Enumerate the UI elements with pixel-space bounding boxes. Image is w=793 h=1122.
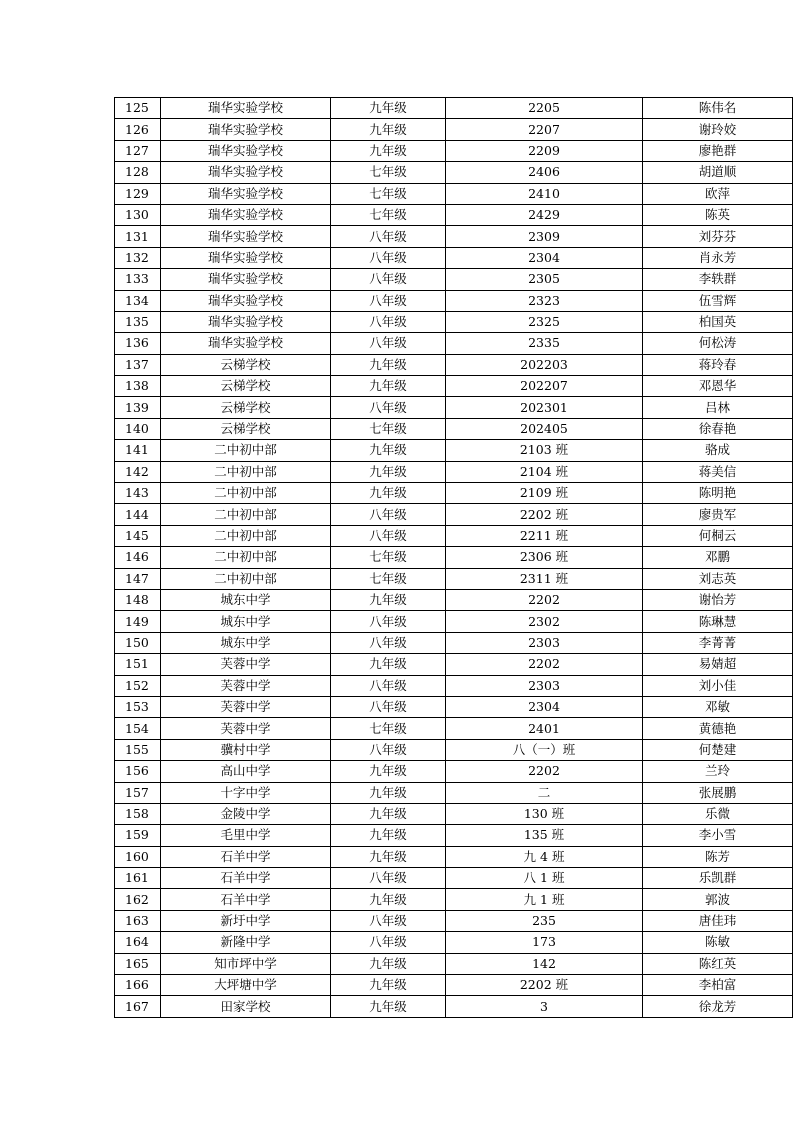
teacher-name-cell: 谢玲姣: [643, 119, 793, 140]
table-row: [115, 162, 793, 183]
teacher-name-cell: 徐龙芳: [643, 996, 793, 1017]
row-number-cell: 136: [115, 333, 161, 354]
grade-cell: 八年级: [331, 868, 446, 889]
teacher-name-cell: 陈琳慧: [643, 611, 793, 632]
class-cell: 2302: [446, 611, 643, 632]
school-cell: 十字中学: [161, 782, 331, 803]
teacher-name-cell: 谢怡芳: [643, 589, 793, 610]
grade-cell: 八年级: [331, 397, 446, 418]
teacher-name-cell: 刘芬芬: [643, 226, 793, 247]
grade-cell: 九年级: [331, 953, 446, 974]
class-cell: 235: [446, 910, 643, 931]
row-number-cell: 155: [115, 739, 161, 760]
school-cell: 田家学校: [161, 996, 331, 1017]
grade-cell: 九年级: [331, 803, 446, 824]
grade-cell: 八年级: [331, 504, 446, 525]
class-cell: 173: [446, 932, 643, 953]
table-row: [115, 483, 793, 504]
row-number-cell: 160: [115, 846, 161, 867]
table-row: [115, 183, 793, 204]
row-number-cell: 140: [115, 418, 161, 439]
teacher-name-cell: 刘小佳: [643, 675, 793, 696]
row-number-cell: 158: [115, 803, 161, 824]
table-row: [115, 611, 793, 632]
table-row: [115, 910, 793, 931]
row-number-cell: 132: [115, 247, 161, 268]
school-cell: 城东中学: [161, 589, 331, 610]
row-number-cell: 151: [115, 654, 161, 675]
table-row: [115, 140, 793, 161]
class-cell: 八 1 班: [446, 868, 643, 889]
teacher-name-cell: 郭波: [643, 889, 793, 910]
teacher-name-cell: 李小雪: [643, 825, 793, 846]
teacher-name-cell: 乐微: [643, 803, 793, 824]
roster-table-body: [115, 98, 793, 1018]
school-cell: 骥村中学: [161, 739, 331, 760]
class-cell: 2103 班: [446, 440, 643, 461]
class-cell: 2304: [446, 696, 643, 717]
teacher-name-cell: 陈明艳: [643, 483, 793, 504]
grade-cell: 八年级: [331, 932, 446, 953]
school-cell: 瑞华实验学校: [161, 204, 331, 225]
row-number-cell: 163: [115, 910, 161, 931]
class-cell: 2335: [446, 333, 643, 354]
school-cell: 二中初中部: [161, 461, 331, 482]
class-cell: 2303: [446, 632, 643, 653]
teacher-name-cell: 易婧超: [643, 654, 793, 675]
grade-cell: 七年级: [331, 204, 446, 225]
school-cell: 芙蓉中学: [161, 718, 331, 739]
class-cell: 2209: [446, 140, 643, 161]
school-cell: 瑞华实验学校: [161, 183, 331, 204]
class-cell: 2305: [446, 269, 643, 290]
class-cell: 2304: [446, 247, 643, 268]
class-cell: 202301: [446, 397, 643, 418]
teacher-name-cell: 陈红英: [643, 953, 793, 974]
row-number-cell: 127: [115, 140, 161, 161]
grade-cell: 九年级: [331, 975, 446, 996]
teacher-name-cell: 柏国英: [643, 311, 793, 332]
class-cell: 3: [446, 996, 643, 1017]
class-cell: 2202: [446, 589, 643, 610]
grade-cell: 八年级: [331, 333, 446, 354]
class-cell: 二: [446, 782, 643, 803]
grade-cell: 八年级: [331, 910, 446, 931]
table-row: [115, 568, 793, 589]
grade-cell: 九年级: [331, 589, 446, 610]
teacher-name-cell: 张展鹏: [643, 782, 793, 803]
teacher-name-cell: 胡道顺: [643, 162, 793, 183]
class-cell: 2202: [446, 654, 643, 675]
row-number-cell: 148: [115, 589, 161, 610]
grade-cell: 九年级: [331, 440, 446, 461]
teacher-name-cell: 何桐云: [643, 525, 793, 546]
teacher-name-cell: 肖永芳: [643, 247, 793, 268]
school-cell: 芙蓉中学: [161, 696, 331, 717]
teacher-name-cell: 刘志英: [643, 568, 793, 589]
grade-cell: 九年级: [331, 761, 446, 782]
teacher-name-cell: 廖艳群: [643, 140, 793, 161]
class-cell: 八（一）班: [446, 739, 643, 760]
teacher-name-cell: 陈伟名: [643, 98, 793, 119]
grade-cell: 八年级: [331, 696, 446, 717]
class-cell: 2202: [446, 761, 643, 782]
school-cell: 瑞华实验学校: [161, 162, 331, 183]
table-row: [115, 825, 793, 846]
school-cell: 芙蓉中学: [161, 654, 331, 675]
row-number-cell: 156: [115, 761, 161, 782]
row-number-cell: 142: [115, 461, 161, 482]
class-cell: 2205: [446, 98, 643, 119]
school-cell: 新隆中学: [161, 932, 331, 953]
teacher-name-cell: 黄德艳: [643, 718, 793, 739]
school-cell: 二中初中部: [161, 547, 331, 568]
table-row: [115, 311, 793, 332]
row-number-cell: 137: [115, 354, 161, 375]
teacher-name-cell: 李柏富: [643, 975, 793, 996]
row-number-cell: 131: [115, 226, 161, 247]
row-number-cell: 159: [115, 825, 161, 846]
school-cell: 瑞华实验学校: [161, 311, 331, 332]
row-number-cell: 165: [115, 953, 161, 974]
grade-cell: 七年级: [331, 718, 446, 739]
table-row: [115, 547, 793, 568]
table-row: [115, 376, 793, 397]
row-number-cell: 144: [115, 504, 161, 525]
row-number-cell: 134: [115, 290, 161, 311]
teacher-name-cell: 蒋玲春: [643, 354, 793, 375]
teacher-name-cell: 廖贵军: [643, 504, 793, 525]
table-row: [115, 675, 793, 696]
teacher-name-cell: 邓恩华: [643, 376, 793, 397]
teacher-name-cell: 李菁菁: [643, 632, 793, 653]
grade-cell: 九年级: [331, 119, 446, 140]
table-row: [115, 226, 793, 247]
table-row: [115, 889, 793, 910]
class-cell: 202203: [446, 354, 643, 375]
school-cell: 石羊中学: [161, 868, 331, 889]
table-row: [115, 269, 793, 290]
class-cell: 202405: [446, 418, 643, 439]
grade-cell: 八年级: [331, 247, 446, 268]
row-number-cell: 146: [115, 547, 161, 568]
row-number-cell: 126: [115, 119, 161, 140]
row-number-cell: 130: [115, 204, 161, 225]
row-number-cell: 147: [115, 568, 161, 589]
grade-cell: 八年级: [331, 226, 446, 247]
table-row: [115, 504, 793, 525]
row-number-cell: 167: [115, 996, 161, 1017]
class-cell: 九 1 班: [446, 889, 643, 910]
class-cell: 2211 班: [446, 525, 643, 546]
class-cell: 130 班: [446, 803, 643, 824]
school-cell: 云梯学校: [161, 376, 331, 397]
class-cell: 2104 班: [446, 461, 643, 482]
school-cell: 云梯学校: [161, 418, 331, 439]
class-cell: 2429: [446, 204, 643, 225]
table-row: [115, 782, 793, 803]
row-number-cell: 154: [115, 718, 161, 739]
school-cell: 瑞华实验学校: [161, 119, 331, 140]
school-cell: 芙蓉中学: [161, 675, 331, 696]
row-number-cell: 164: [115, 932, 161, 953]
row-number-cell: 135: [115, 311, 161, 332]
table-row: [115, 739, 793, 760]
table-row: [115, 975, 793, 996]
school-cell: 新圩中学: [161, 910, 331, 931]
teacher-name-cell: 徐春艳: [643, 418, 793, 439]
class-cell: 2401: [446, 718, 643, 739]
table-row: [115, 761, 793, 782]
table-row: [115, 996, 793, 1017]
table-row: [115, 461, 793, 482]
class-cell: 135 班: [446, 825, 643, 846]
row-number-cell: 150: [115, 632, 161, 653]
school-cell: 瑞华实验学校: [161, 140, 331, 161]
teacher-name-cell: 陈英: [643, 204, 793, 225]
row-number-cell: 139: [115, 397, 161, 418]
school-cell: 瑞华实验学校: [161, 269, 331, 290]
grade-cell: 八年级: [331, 739, 446, 760]
row-number-cell: 125: [115, 98, 161, 119]
table-row: [115, 932, 793, 953]
school-cell: 瑞华实验学校: [161, 226, 331, 247]
teacher-name-cell: 邓鹏: [643, 547, 793, 568]
school-cell: 云梯学校: [161, 354, 331, 375]
teacher-name-cell: 吕林: [643, 397, 793, 418]
grade-cell: 九年级: [331, 889, 446, 910]
class-cell: 2311 班: [446, 568, 643, 589]
school-cell: 二中初中部: [161, 504, 331, 525]
table-row: [115, 589, 793, 610]
table-row: [115, 718, 793, 739]
class-cell: 2306 班: [446, 547, 643, 568]
table-row: [115, 119, 793, 140]
grade-cell: 九年级: [331, 996, 446, 1017]
table-row: [115, 953, 793, 974]
school-cell: 二中初中部: [161, 568, 331, 589]
table-row: [115, 247, 793, 268]
table-row: [115, 632, 793, 653]
row-number-cell: 138: [115, 376, 161, 397]
grade-cell: 九年级: [331, 483, 446, 504]
school-cell: 知市坪中学: [161, 953, 331, 974]
grade-cell: 九年级: [331, 354, 446, 375]
teacher-name-cell: 伍雪辉: [643, 290, 793, 311]
table-row: [115, 333, 793, 354]
table-row: [115, 440, 793, 461]
school-cell: 金陵中学: [161, 803, 331, 824]
grade-cell: 七年级: [331, 547, 446, 568]
teacher-name-cell: 乐凯群: [643, 868, 793, 889]
row-number-cell: 129: [115, 183, 161, 204]
school-cell: 石羊中学: [161, 846, 331, 867]
teacher-name-cell: 何松涛: [643, 333, 793, 354]
class-cell: 2207: [446, 119, 643, 140]
class-cell: 2202 班: [446, 504, 643, 525]
school-cell: 城东中学: [161, 632, 331, 653]
row-number-cell: 145: [115, 525, 161, 546]
grade-cell: 九年级: [331, 461, 446, 482]
grade-cell: 七年级: [331, 418, 446, 439]
row-number-cell: 143: [115, 483, 161, 504]
row-number-cell: 152: [115, 675, 161, 696]
row-number-cell: 153: [115, 696, 161, 717]
row-number-cell: 162: [115, 889, 161, 910]
table-row: [115, 846, 793, 867]
class-cell: 2325: [446, 311, 643, 332]
row-number-cell: 133: [115, 269, 161, 290]
teacher-name-cell: 李轶群: [643, 269, 793, 290]
grade-cell: 九年级: [331, 140, 446, 161]
class-cell: 九 4 班: [446, 846, 643, 867]
grade-cell: 八年级: [331, 632, 446, 653]
row-number-cell: 141: [115, 440, 161, 461]
school-cell: 石羊中学: [161, 889, 331, 910]
grade-cell: 八年级: [331, 525, 446, 546]
table-row: [115, 204, 793, 225]
grade-cell: 九年级: [331, 825, 446, 846]
class-cell: 2309: [446, 226, 643, 247]
table-row: [115, 654, 793, 675]
teacher-name-cell: 陈敏: [643, 932, 793, 953]
row-number-cell: 166: [115, 975, 161, 996]
row-number-cell: 161: [115, 868, 161, 889]
grade-cell: 九年级: [331, 98, 446, 119]
grade-cell: 九年级: [331, 376, 446, 397]
row-number-cell: 149: [115, 611, 161, 632]
school-cell: 二中初中部: [161, 525, 331, 546]
table-row: [115, 696, 793, 717]
grade-cell: 八年级: [331, 611, 446, 632]
teacher-name-cell: 兰玲: [643, 761, 793, 782]
school-cell: 瑞华实验学校: [161, 247, 331, 268]
teacher-name-cell: 邓敏: [643, 696, 793, 717]
grade-cell: 九年级: [331, 846, 446, 867]
school-cell: 城东中学: [161, 611, 331, 632]
class-cell: 2303: [446, 675, 643, 696]
school-cell: 二中初中部: [161, 483, 331, 504]
teacher-name-cell: 唐佳玮: [643, 910, 793, 931]
class-cell: 202207: [446, 376, 643, 397]
roster-table: [114, 97, 793, 1018]
school-cell: 瑞华实验学校: [161, 333, 331, 354]
row-number-cell: 157: [115, 782, 161, 803]
teacher-name-cell: 蒋美信: [643, 461, 793, 482]
table-row: [115, 803, 793, 824]
grade-cell: 七年级: [331, 162, 446, 183]
grade-cell: 九年级: [331, 782, 446, 803]
class-cell: 2202 班: [446, 975, 643, 996]
grade-cell: 八年级: [331, 290, 446, 311]
teacher-name-cell: 欧萍: [643, 183, 793, 204]
class-cell: 2323: [446, 290, 643, 311]
grade-cell: 八年级: [331, 269, 446, 290]
table-row: [115, 525, 793, 546]
grade-cell: 七年级: [331, 183, 446, 204]
grade-cell: 八年级: [331, 675, 446, 696]
grade-cell: 八年级: [331, 311, 446, 332]
school-cell: 毛里中学: [161, 825, 331, 846]
teacher-name-cell: 陈芳: [643, 846, 793, 867]
school-cell: 云梯学校: [161, 397, 331, 418]
teacher-name-cell: 骆成: [643, 440, 793, 461]
school-cell: 大坪塘中学: [161, 975, 331, 996]
table-row: [115, 98, 793, 119]
school-cell: 瑞华实验学校: [161, 290, 331, 311]
grade-cell: 七年级: [331, 568, 446, 589]
school-cell: 二中初中部: [161, 440, 331, 461]
class-cell: 142: [446, 953, 643, 974]
class-cell: 2109 班: [446, 483, 643, 504]
table-row: [115, 354, 793, 375]
school-cell: 瑞华实验学校: [161, 98, 331, 119]
row-number-cell: 128: [115, 162, 161, 183]
class-cell: 2406: [446, 162, 643, 183]
table-row: [115, 290, 793, 311]
table-row: [115, 397, 793, 418]
class-cell: 2410: [446, 183, 643, 204]
grade-cell: 九年级: [331, 654, 446, 675]
table-row: [115, 868, 793, 889]
table-row: [115, 418, 793, 439]
teacher-name-cell: 何楚建: [643, 739, 793, 760]
school-cell: 高山中学: [161, 761, 331, 782]
